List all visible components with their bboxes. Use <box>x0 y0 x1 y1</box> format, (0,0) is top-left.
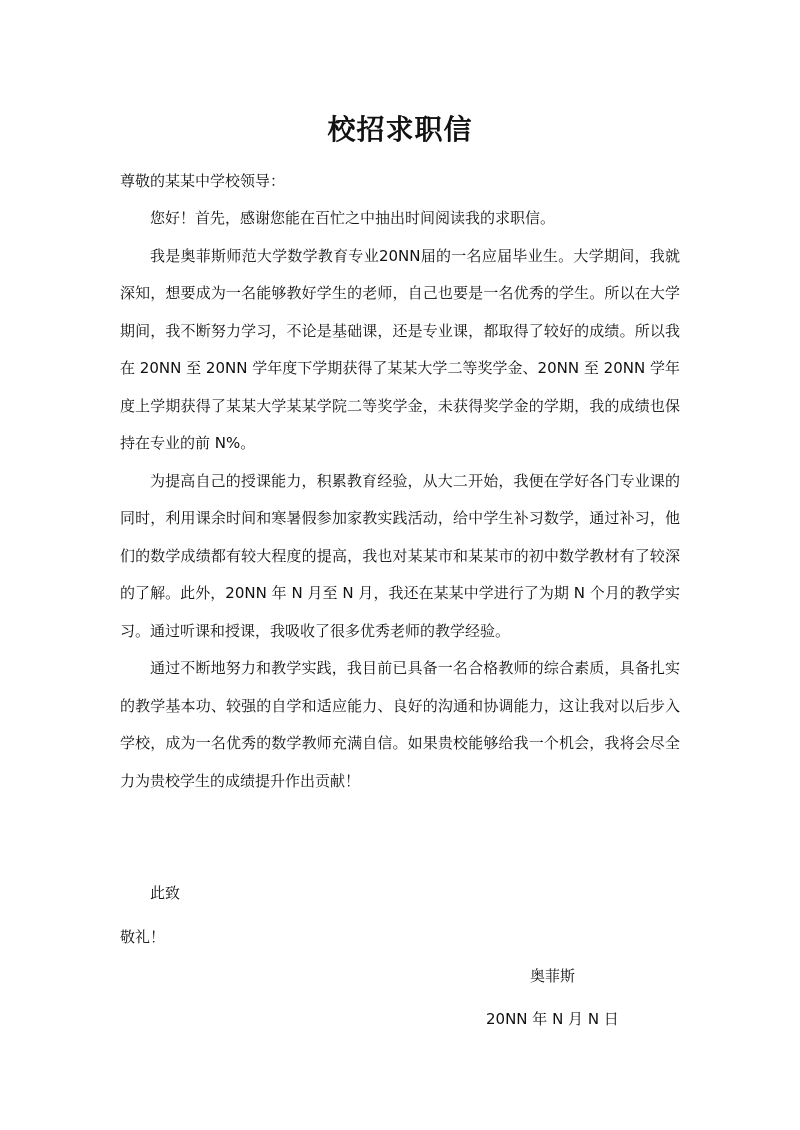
paragraph-conclusion: 通过不断地努力和教学实践，我目前已具备一名合格教师的综合素质，具备扎实的教学基本功、较强的自学和适应能力、良好的沟通和协调能力，这让我对以后步入学校，成为一名优秀的数学教师充满自信。如果贵校能够给我一个机会，我将会尽全力为贵校学生的成绩提升作出贡献！ <box>120 659 680 790</box>
signer-name: 奥菲斯 <box>530 967 576 985</box>
regards-phrase: 敬礼！ <box>120 928 166 946</box>
paragraph-experience: 为提高自己的授课能力，积累教育经验，从大二开始，我便在学好各门专业课的同时，利用课余时间和寒暑假参加家教实践活动，给中学生补习数学，通过补习，他们的数学成绩都有较大程度的提高，我也对某某市和某某市的初中数学教材有了较深的了解。此外，20NN 年 N 月至 N 月，我还在某某中学进行了为期 N 个月的教学实习。通过听课和授课，我吸收了很多优秀老师的教学经验。 <box>120 471 680 640</box>
paragraph-greeting: 您好！首先，感谢您能在百忙之中抽出时间阅读我的求职信。 <box>150 209 556 227</box>
letter-body <box>120 200 680 800</box>
closing-phrase: 此致 <box>150 884 181 902</box>
letter-title: 校招求职信 <box>327 113 473 146</box>
letter-date: 20NN 年 N 月 N 日 <box>486 1010 619 1028</box>
salutation: 尊敬的某某中学校领导： <box>120 172 286 190</box>
paragraph-education: 我是奥菲斯师范大学数学教育专业20NN届的一名应届毕业生。大学期间，我就深知，想要成为一名能够教好学生的老师，自己也要是一名优秀的学生。所以在大学期间，我不断努力学习，不论是基础课，还是专业课，都取得了较好的成绩。所以我在 20NN 至 20NN 学年度下学期获得了某某大学二等奖学金、20NN 至 20NN 学年度上学期获得了某某大学某某学院二等奖学金，未获得奖学金的学期，我的成绩也保持在专业的前 N%。 <box>120 246 680 452</box>
